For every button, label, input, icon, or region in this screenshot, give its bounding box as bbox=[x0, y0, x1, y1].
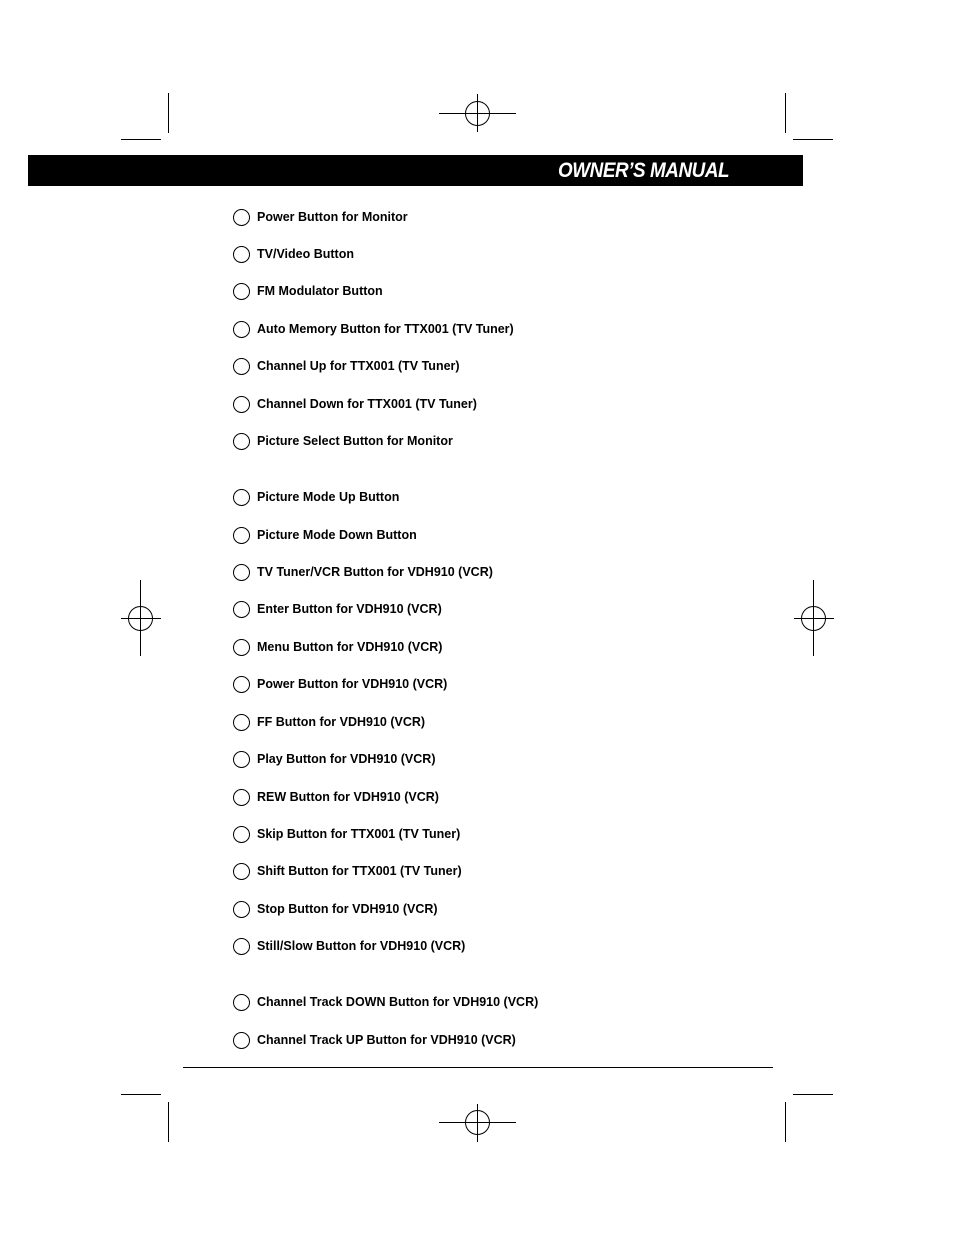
circle-bullet-icon bbox=[233, 938, 250, 955]
list-item bbox=[233, 712, 425, 732]
list-item-label: Skip Button for TTX001 (TV Tuner) bbox=[257, 827, 461, 841]
list-item-label: Auto Memory Button for TTX001 (TV Tuner) bbox=[257, 322, 514, 336]
list-item bbox=[233, 356, 460, 376]
list-item bbox=[233, 1030, 516, 1050]
list-item bbox=[233, 394, 477, 414]
list-item bbox=[233, 787, 439, 807]
list-item-label: Still/Slow Button for VDH910 (VCR) bbox=[257, 939, 466, 953]
list-item bbox=[233, 431, 453, 451]
list-item bbox=[233, 861, 462, 881]
list-item bbox=[233, 637, 442, 657]
crop-mark-top-left-horizontal bbox=[121, 139, 161, 140]
list-item-label: Menu Button for VDH910 (VCR) bbox=[257, 640, 443, 654]
circle-bullet-icon bbox=[233, 209, 250, 226]
list-item-label: Enter Button for VDH910 (VCR) bbox=[257, 602, 442, 616]
list-item-label: Stop Button for VDH910 (VCR) bbox=[257, 902, 438, 916]
circle-bullet-icon bbox=[233, 751, 250, 768]
crop-mark-bottom-left-horizontal bbox=[121, 1094, 161, 1095]
list-item-label: REW Button for VDH910 (VCR) bbox=[257, 790, 439, 804]
list-item bbox=[233, 749, 436, 769]
list-item bbox=[233, 599, 442, 619]
list-item bbox=[233, 674, 447, 694]
circle-bullet-icon bbox=[233, 826, 250, 843]
circle-bullet-icon bbox=[233, 321, 250, 338]
list-item bbox=[233, 319, 514, 339]
list-item bbox=[233, 487, 399, 507]
list-item bbox=[233, 525, 417, 545]
list-item-label: Picture Mode Down Button bbox=[257, 528, 417, 542]
list-item bbox=[233, 936, 465, 956]
circle-bullet-icon bbox=[233, 994, 250, 1011]
circle-bullet-icon bbox=[233, 901, 250, 918]
registration-mark-bottom-circle-icon bbox=[465, 1110, 490, 1135]
list-item-label: FM Modulator Button bbox=[257, 284, 383, 298]
list-item bbox=[233, 992, 538, 1012]
list-item bbox=[233, 207, 408, 227]
list-item-label: Channel Track DOWN Button for VDH910 (VCR) bbox=[257, 995, 539, 1009]
circle-bullet-icon bbox=[233, 433, 250, 450]
circle-bullet-icon bbox=[233, 676, 250, 693]
circle-bullet-icon bbox=[233, 489, 250, 506]
list-item bbox=[233, 562, 493, 582]
list-item-label: Picture Mode Up Button bbox=[257, 490, 400, 504]
circle-bullet-icon bbox=[233, 358, 250, 375]
bottom-divider bbox=[183, 1067, 773, 1068]
crop-mark-top-right-vertical bbox=[785, 93, 786, 133]
page-title: OWNER’S MANUAL bbox=[557, 159, 729, 182]
list-item-label: FF Button for VDH910 (VCR) bbox=[257, 715, 426, 729]
circle-bullet-icon bbox=[233, 714, 250, 731]
list-item bbox=[233, 824, 460, 844]
list-item-label: Picture Select Button for Monitor bbox=[257, 434, 453, 448]
circle-bullet-icon bbox=[233, 863, 250, 880]
crop-mark-bottom-right-horizontal bbox=[793, 1094, 833, 1095]
registration-mark-left-circle-icon bbox=[128, 606, 153, 631]
list-item-label: Channel Up for TTX001 (TV Tuner) bbox=[257, 359, 460, 373]
list-item-label: Channel Down for TTX001 (TV Tuner) bbox=[257, 397, 477, 411]
registration-mark-top-circle-icon bbox=[465, 101, 490, 126]
list-item-label: TV Tuner/VCR Button for VDH910 (VCR) bbox=[257, 565, 493, 579]
list-item-label: TV/Video Button bbox=[257, 247, 354, 261]
crop-mark-bottom-left-vertical bbox=[168, 1102, 169, 1142]
crop-mark-top-right-horizontal bbox=[793, 139, 833, 140]
circle-bullet-icon bbox=[233, 601, 250, 618]
circle-bullet-icon bbox=[233, 1032, 250, 1049]
list-item bbox=[233, 244, 354, 264]
circle-bullet-icon bbox=[233, 527, 250, 544]
list-item-label: Power Button for VDH910 (VCR) bbox=[257, 677, 448, 691]
circle-bullet-icon bbox=[233, 564, 250, 581]
circle-bullet-icon bbox=[233, 283, 250, 300]
list-item bbox=[233, 899, 438, 919]
list-item-label: Play Button for VDH910 (VCR) bbox=[257, 752, 436, 766]
header-bar bbox=[28, 155, 803, 186]
circle-bullet-icon bbox=[233, 639, 250, 656]
list-item-label: Channel Track UP Button for VDH910 (VCR) bbox=[257, 1033, 516, 1047]
list-item-label: Shift Button for TTX001 (TV Tuner) bbox=[257, 864, 462, 878]
crop-mark-top-left-vertical bbox=[168, 93, 169, 133]
list-item-label: Power Button for Monitor bbox=[257, 210, 408, 224]
circle-bullet-icon bbox=[233, 246, 250, 263]
registration-mark-right-circle-icon bbox=[801, 606, 826, 631]
circle-bullet-icon bbox=[233, 789, 250, 806]
crop-mark-bottom-right-vertical bbox=[785, 1102, 786, 1142]
list-item bbox=[233, 281, 383, 301]
circle-bullet-icon bbox=[233, 396, 250, 413]
